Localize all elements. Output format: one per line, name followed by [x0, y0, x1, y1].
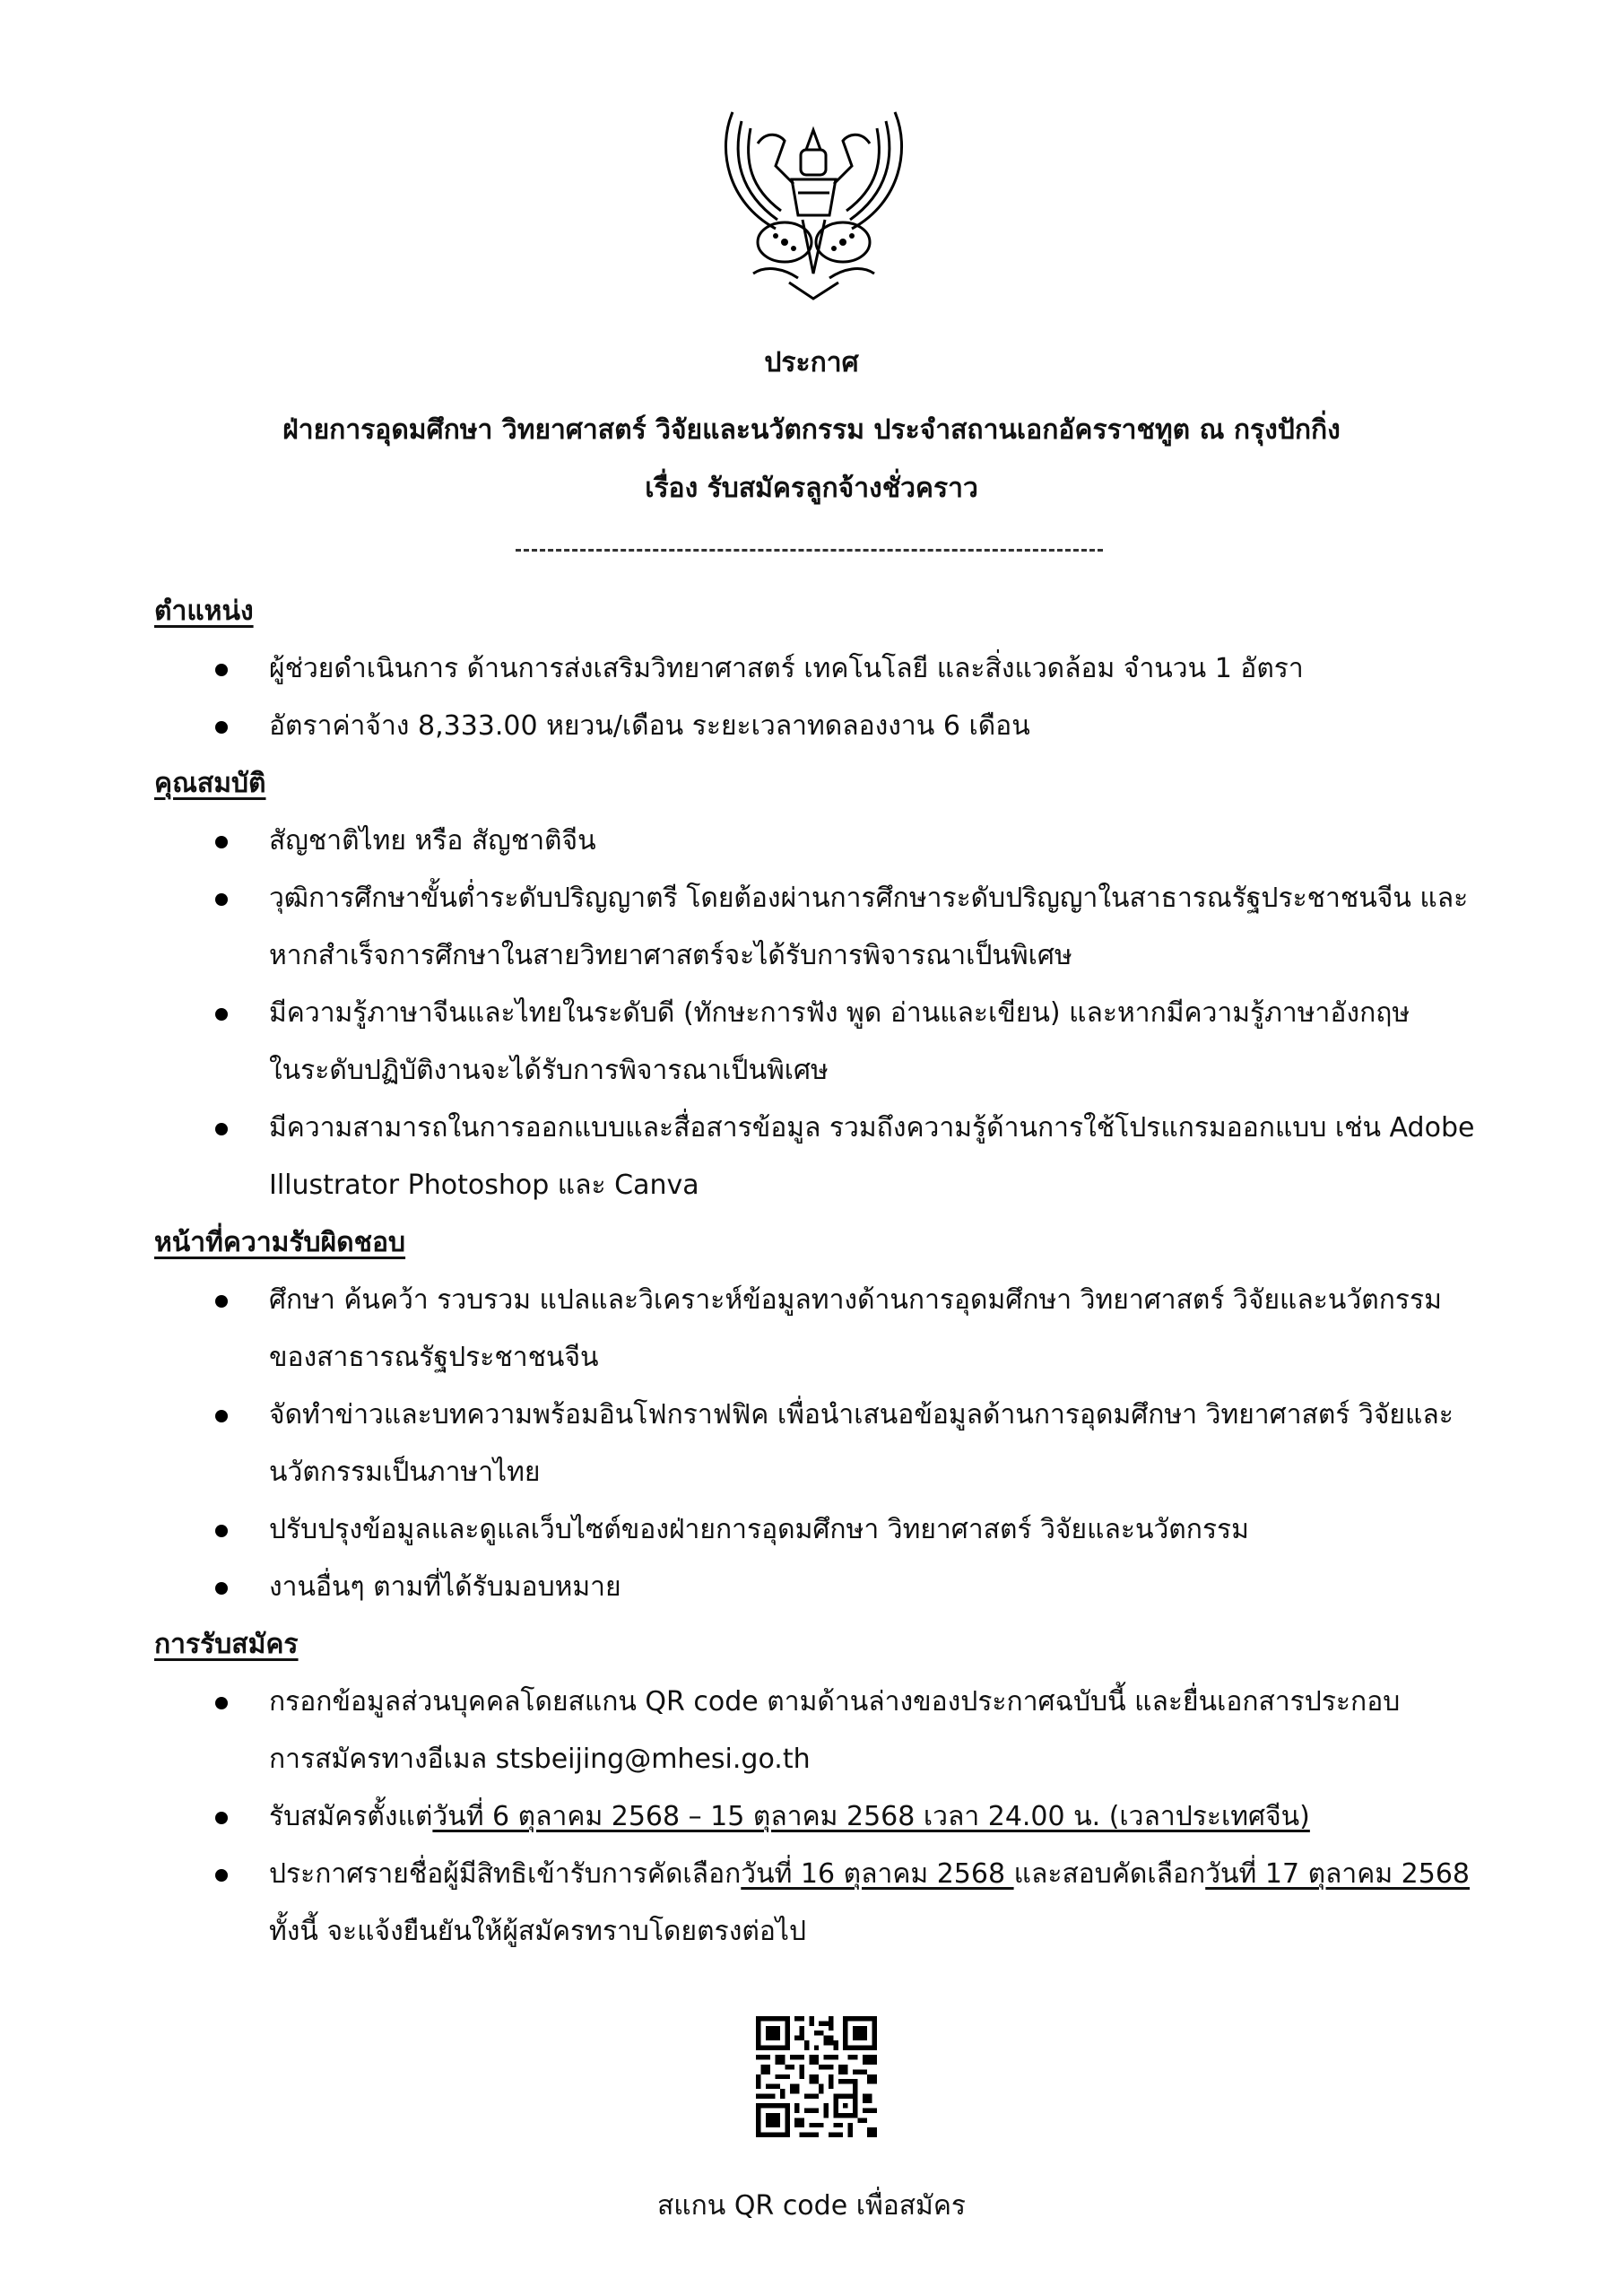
qr-code-icon[interactable]	[756, 2016, 877, 2137]
list-item-text: จัดทำข่าวและบทความพร้อมอินโฟกราฟฟิค เพื่อนำเสนอข้อมูลด้านการอุดมศึกษา วิทยาศาสตร์ วิจัยและ	[269, 1399, 1454, 1431]
garuda-emblem-icon	[713, 94, 915, 300]
list-item-text: วุฒิการศึกษาขั้นต่ำระดับปริญญาตรี โดยต้องผ่านการศึกษาระดับปริญญาในสาธารณรัฐประชาชนจีน และ	[269, 883, 1469, 914]
bullet-icon	[215, 1525, 228, 1537]
list-item-text: Illustrator Photoshop และ Canva	[269, 1170, 699, 1201]
bullet-icon	[215, 1123, 228, 1135]
section-heading-responsibilities: หน้าที่ความรับผิดชอบ	[154, 1227, 406, 1258]
list-item	[154, 870, 1481, 985]
list-item	[154, 640, 1481, 698]
bullet-icon	[215, 1697, 228, 1709]
bullet-icon	[215, 1295, 228, 1308]
application-period: วันที่ 6 ตุลาคม 2568 – 15 ตุลาคม 2568 เวลา 24.00 น. (เวลาประเทศจีน)	[432, 1801, 1310, 1832]
application-list	[154, 1674, 1481, 1961]
announcement-title: ประกาศ	[764, 347, 859, 378]
bullet-icon	[215, 893, 228, 906]
list-item	[154, 1559, 1481, 1616]
announcement-subject: เรื่อง รับสมัครลูกจ้างชั่วคราว	[645, 473, 978, 504]
list-item-text: ปรับปรุงข้อมูลและดูแลเว็บไซต์ของฝ่ายการอุดมศึกษา วิทยาศาสตร์ วิจัยและนวัตกรรม	[269, 1514, 1249, 1545]
announcement-body	[154, 583, 1481, 1961]
bullet-icon	[215, 1008, 228, 1021]
list-item	[154, 698, 1481, 755]
shortlist-date: วันที่ 16 ตุลาคม 2568	[741, 1858, 1014, 1890]
list-item	[154, 813, 1481, 870]
separator-line	[516, 549, 1103, 552]
list-item-text: รับสมัครตั้งแต่	[269, 1801, 433, 1832]
list-item	[154, 1788, 1481, 1846]
bullet-icon	[215, 1410, 228, 1422]
list-item	[154, 1387, 1481, 1501]
bullet-icon	[215, 1582, 228, 1595]
bullet-icon	[215, 836, 228, 848]
organization-name: ฝ่ายการอุดมศึกษา วิทยาศาสตร์ วิจัยและนวัตกรรม ประจำสถานเอกอัครราชทูต ณ กรุงปักกิ่ง	[282, 414, 1341, 446]
bullet-icon	[215, 1869, 228, 1882]
list-item	[154, 1272, 1481, 1387]
list-item	[154, 1674, 1481, 1788]
position-list	[154, 640, 1481, 755]
email-text: การสมัครทางอีเมล stsbeijing@mhesi.go.th	[269, 1744, 811, 1775]
list-item	[154, 1100, 1481, 1214]
list-item-text: ของสาธารณรัฐประชาชนจีน	[269, 1342, 599, 1373]
list-item-text: หากสำเร็จการศึกษาในสายวิทยาศาสตร์จะได้รับการพิจารณาเป็นพิเศษ	[269, 940, 1072, 971]
list-item-text: งานอื่นๆ ตามที่ได้รับมอบหมาย	[269, 1571, 621, 1603]
list-item	[154, 1501, 1481, 1559]
list-item-text: ศึกษา ค้นคว้า รวบรวม แปลและวิเคราะห์ข้อมูลทางด้านการอุดมศึกษา วิทยาศาสตร์ วิจัยและนวัตกรรม	[269, 1284, 1442, 1316]
list-item-text: มีความรู้ภาษาจีนและไทยในระดับดี (ทักษะการฟัง พูด อ่านและเขียน) และหากมีความรู้ภาษาอังกฤษ	[269, 997, 1410, 1029]
list-item-text: สัญชาติไทย หรือ สัญชาติจีน	[269, 825, 596, 857]
list-item-text: กรอกข้อมูลส่วนบุคคลโดยสแกน QR code ตามด้านล่างของประกาศฉบับนี้ และยื่นเอกสารประกอบ	[269, 1686, 1401, 1718]
list-item	[154, 985, 1481, 1100]
list-item-text: มีความสามารถในการออกแบบและสื่อสารข้อมูล รวมถึงความรู้ด้านการใช้โปรแกรมออกแบบ เช่น Adobe	[269, 1112, 1475, 1144]
list-item-text: ทั้งนี้ จะแจ้งยืนยันให้ผู้สมัครทราบโดยตรงต่อไป	[269, 1916, 806, 1947]
list-item-text: อัตราค่าจ้าง 8,333.00 หยวน/เดือน ระยะเวลาทดลองงาน 6 เดือน	[269, 710, 1030, 742]
bullet-icon	[215, 721, 228, 734]
bullet-icon	[215, 664, 228, 676]
qualifications-list	[154, 813, 1481, 1214]
section-heading-qualifications: คุณสมบัติ	[154, 768, 266, 799]
list-item	[154, 1846, 1481, 1961]
list-item-text: ผู้ช่วยดำเนินการ ด้านการส่งเสริมวิทยาศาสตร์ เทคโนโลยี และสิ่งแวดล้อม จำนวน 1 อัตรา	[269, 653, 1304, 684]
section-heading-position: ตำแหน่ง	[154, 596, 254, 627]
list-item-text: ในระดับปฏิบัติงานจะได้รับการพิจารณาเป็นพิเศษ	[269, 1055, 829, 1086]
bullet-icon	[215, 1812, 228, 1824]
list-item-text: นวัตกรรมเป็นภาษาไทย	[269, 1457, 541, 1488]
exam-date: วันที่ 17 ตุลาคม 2568	[1205, 1858, 1471, 1890]
list-item-text: ประกาศรายชื่อผู้มีสิทธิเข้ารับการคัดเลือก	[269, 1858, 742, 1890]
list-item-text: และสอบคัดเลือก	[1013, 1858, 1206, 1890]
section-heading-application: การรับสมัคร	[154, 1629, 299, 1660]
qr-caption: สแกน QR code เพื่อสมัคร	[656, 2190, 967, 2222]
responsibilities-list	[154, 1272, 1481, 1616]
